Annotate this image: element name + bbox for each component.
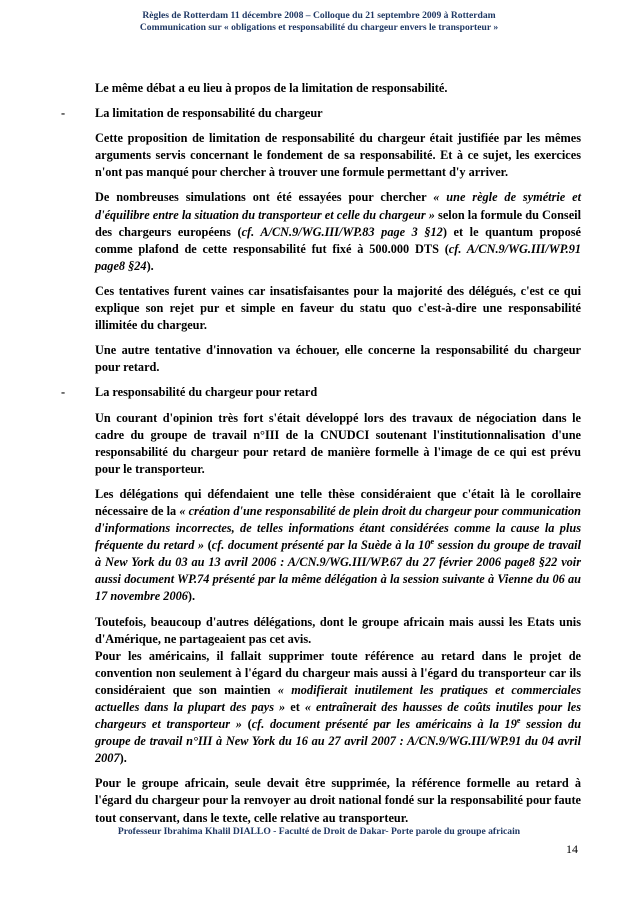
intro-paragraph: Le même débat a eu lieu à propos de la limitation de responsabilité. (95, 81, 448, 95)
paragraph: Un courant d'opinion très fort s'était développé lors des travaux de négociation dans le cadre du groupe de travail n°III de la CNUDCI soutenant l'institutionnalisation d'une responsabilité du chargeur pour retard de manière formelle à l'image de ce qui est prévu pour le transporteur. (95, 410, 581, 476)
paragraph: Pour le groupe africain, seule devait être supprimée, la référence formelle au retard à l'égard du chargeur pour la renvoyer au droit national fondé sur la responsabilité pour faute tout conservant, dans le texte, celle relative au transporteur. (95, 776, 581, 825)
paragraph: Ces tentatives furent vaines car insatisfaisantes pour la majorité des délégués, c'est ce qui explique son rejet pur et simple en faveur du statu quo c'est-à-dire une responsabilité illimitée du chargeur. (95, 283, 581, 333)
paragraph: Cette proposition de limitation de responsabilité du chargeur était justifiée par les mêmes arguments servis concernant le fondement de sa responsabilité. Et à ce sujet, les exercices n'ont pas manqué pour chercher à trouver une formule permettant d'y arriver. (95, 131, 581, 180)
paragraph: Une autre tentative d'innovation va échouer, elle concerne la responsabilité du chargeur pour retard. (95, 343, 581, 375)
section-heading (61, 384, 581, 401)
paragraph: Toutefois, beaucoup d'autres délégations, dont le groupe africain mais aussi les Etats unis d'Amérique, ne partageaient pas cet avis. Pour les américains, il fallait supprimer toute référence au retard dans le projet de convention non seulement à l'égard du chargeur mais aussi à l'égard du transporteur car ils considéraient que son maintien « modifierait inutilement les pratiques et commerciales actuelles dans la plupart des pays » et « entraînerait des hausses de coûts inutiles pour les chargeurs et transporteur » (cf. document présenté par les américains à la 19e session du groupe de travail n°III à New York du 16 au 27 avril 2007 : A/CN.9/WG.III/WP.91 du 04 avril 2007). (95, 614, 582, 766)
paragraph: De nombreuses simulations ont été essayées pour chercher « une règle de symétrie et d'équilibre entre la situation du transporteur et celle du chargeur » selon la formule du Conseil des chargeurs européens (cf. A/CN.9/WG.III/WP.83 page 3 §12) et le quantum proposé comme plafond de cette responsabilité fut fixé à 500.000 DTS (cf. A/CN.9/WG.III/WP.91 page8 §24). (95, 190, 581, 273)
header-line-1: Règles de Rotterdam 11 décembre 2008 – Colloque du 21 septembre 2009 à Rotterdam (142, 10, 496, 21)
paragraph: Les délégations qui défendaient une telle thèse considéraient que c'était là le corollaire nécessaire de la « création d'une responsabilité de plein droit du chargeur pour communication d'informations incorrectes, de telles informations étant considérées comme la cause la plus fréquente du retard » (cf. document présenté par la Suède à la 10e session du groupe de travail à New York du 03 au 13 avril 2006 : A/CN.9/WG.III/WP.67 du 27 février 2006 page8 §22 voir aussi document WP.74 présenté par la même délégation à la session suivante à Vienne du 06 au 17 novembre 2006). (95, 486, 581, 604)
header-line-2: Communication sur « obligations et responsabilité du chargeur envers le transporteur » (139, 21, 499, 33)
list-dash: - (61, 106, 66, 121)
list-dash: - (61, 385, 66, 400)
page-footer: Professeur Ibrahima Khalil DIALLO - Faculté de Droit de Dakar- Porte parole du groupe africain (117, 826, 521, 837)
section-heading-text: La limitation de responsabilité du chargeur (95, 106, 323, 121)
page-header (0, 10, 638, 33)
section-heading-text: La responsabilité du chargeur pour retard (95, 385, 318, 400)
section-heading (61, 105, 581, 122)
page-number: 14 (566, 842, 578, 856)
document-body (61, 80, 582, 835)
